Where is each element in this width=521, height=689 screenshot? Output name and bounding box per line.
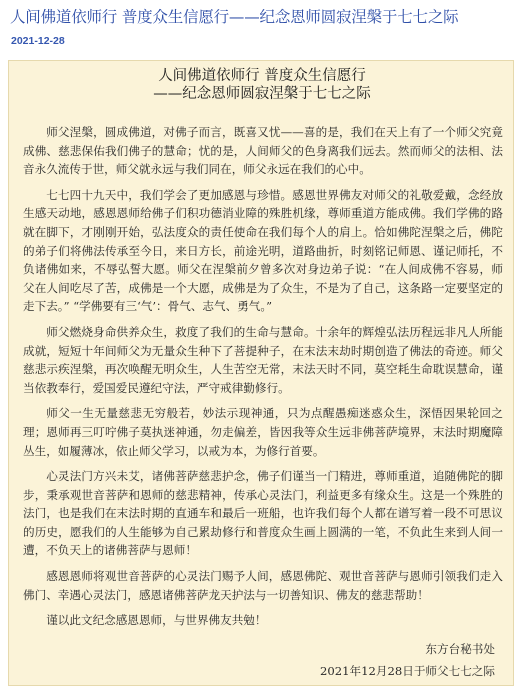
- paragraph-3: 师父燃烧身命供养众生，救度了我们的生命与慧命。十余年的辉煌弘法历程远非凡人所能成就，短短十年间师父为无量众生种下了菩提种子，在末法末劫时期创造了佛法的奇迹。师父慈悲示疾涅槃，再次唤醒无明众生，人生苦空无常，末法天时不同，莫空耗生命耽误慧命，谨当依教奉行，爱国爱民遵纪守法，严守戒律勤修行。: [23, 324, 503, 395]
- sign-date: 2021年12月28日于师父七七之际: [320, 664, 495, 678]
- paragraph-2: 七七四十九天中，我们学会了更加感恩与珍惜。感恩世界佛友对师父的礼敬爱戴，念经放生感天动地，感恩恩师给佛子们积功德消业障的殊胜机缘，尊师重道方能成佛。我们学佛的路就在脚下，才刚刚开始，弘法度众的责任使命在我们每个人的肩上。恰如佛陀涅槃之后，佛陀的弟子们将佛法传承至今日，来日方长，前途光明，道路曲折，时刻铭记师恩、谨记师托，不负诸佛如来，不辱弘誓大愿。师父在涅槃前夕曾多次对身边弟子说：“在人间成佛不容易，师父在人间吃尽了苦，成佛是一个大愿，成佛是为了众生，不是为了自己，这条路一定要坚定的走下去。” “学佛要有三‘气’：骨气、志气、勇气。”: [23, 187, 503, 314]
- paragraph-5: 心灵法门方兴未艾，诸佛菩萨慈悲护念，佛子们谨当一门精进，尊师重道，追随佛陀的脚步，秉承观世音菩萨和恩师的慈悲精神，传承心灵法门，利益更多有缘众生。这是一个殊胜的法门，也是我们在末法时期的直通车和最后一班船，也许我们每个人都在谱写着一段不可思议的历史，愿我们的人生能够为自己累劫修行和普度众生画上圆满的一笔，不负此生来到人间一遭，不负天上的诸佛菩萨与恩师！: [23, 469, 503, 558]
- paragraph-1: 师父涅槃，圆成佛道，对佛子而言，既喜又忧——喜的是，我们在天上有了一个师父究竟成佛、慈悲保佑我们佛子的慧命；忧的是，人间师父的色身离我们远去。然而师父的法相、法音永久流传于世，师父就永远与我们同在，师父永远在我们的心中。: [23, 125, 503, 177]
- paragraph-4: 师父一生无量慈悲无穷般若，妙法示现神通，只为点醒愚痴迷惑众生，深悟因果轮回之理；恩师再三叮咛佛子莫执迷神通，勿走偏差，皆因我等众生远非佛菩萨境界，末法时期魔障丛生，如履薄冰，依止师父学习，以戒为本，为修行首要。: [23, 406, 503, 458]
- signature: 东方台秘书处: [425, 642, 495, 656]
- article-box: [8, 60, 514, 686]
- article-heading: [9, 67, 515, 103]
- paragraph-7: 谨以此文纪念感恩恩师，与世界佛友共勉！: [46, 613, 267, 628]
- article-heading-line1: 人间佛道依师行 普度众生信愿行: [158, 68, 366, 84]
- article-heading-line2: ——纪念恩师圆寂涅槃于七七之际: [153, 86, 371, 102]
- publish-date: 2021-12-28: [11, 35, 65, 47]
- page-header: [0, 0, 521, 56]
- paragraph-6: 感恩恩师将观世音菩萨的心灵法门赐予人间，感恩佛陀、观世音菩萨与恩师引领我们走入佛门、幸遇心灵法门，感恩诸佛菩萨龙天护法与一切善知识、佛友的慈悲帮助！: [23, 569, 503, 602]
- article-body: [23, 123, 503, 637]
- page-title: 人间佛道依师行 普度众生信愿行——纪念恩师圆寂涅槃于七七之际: [10, 8, 459, 26]
